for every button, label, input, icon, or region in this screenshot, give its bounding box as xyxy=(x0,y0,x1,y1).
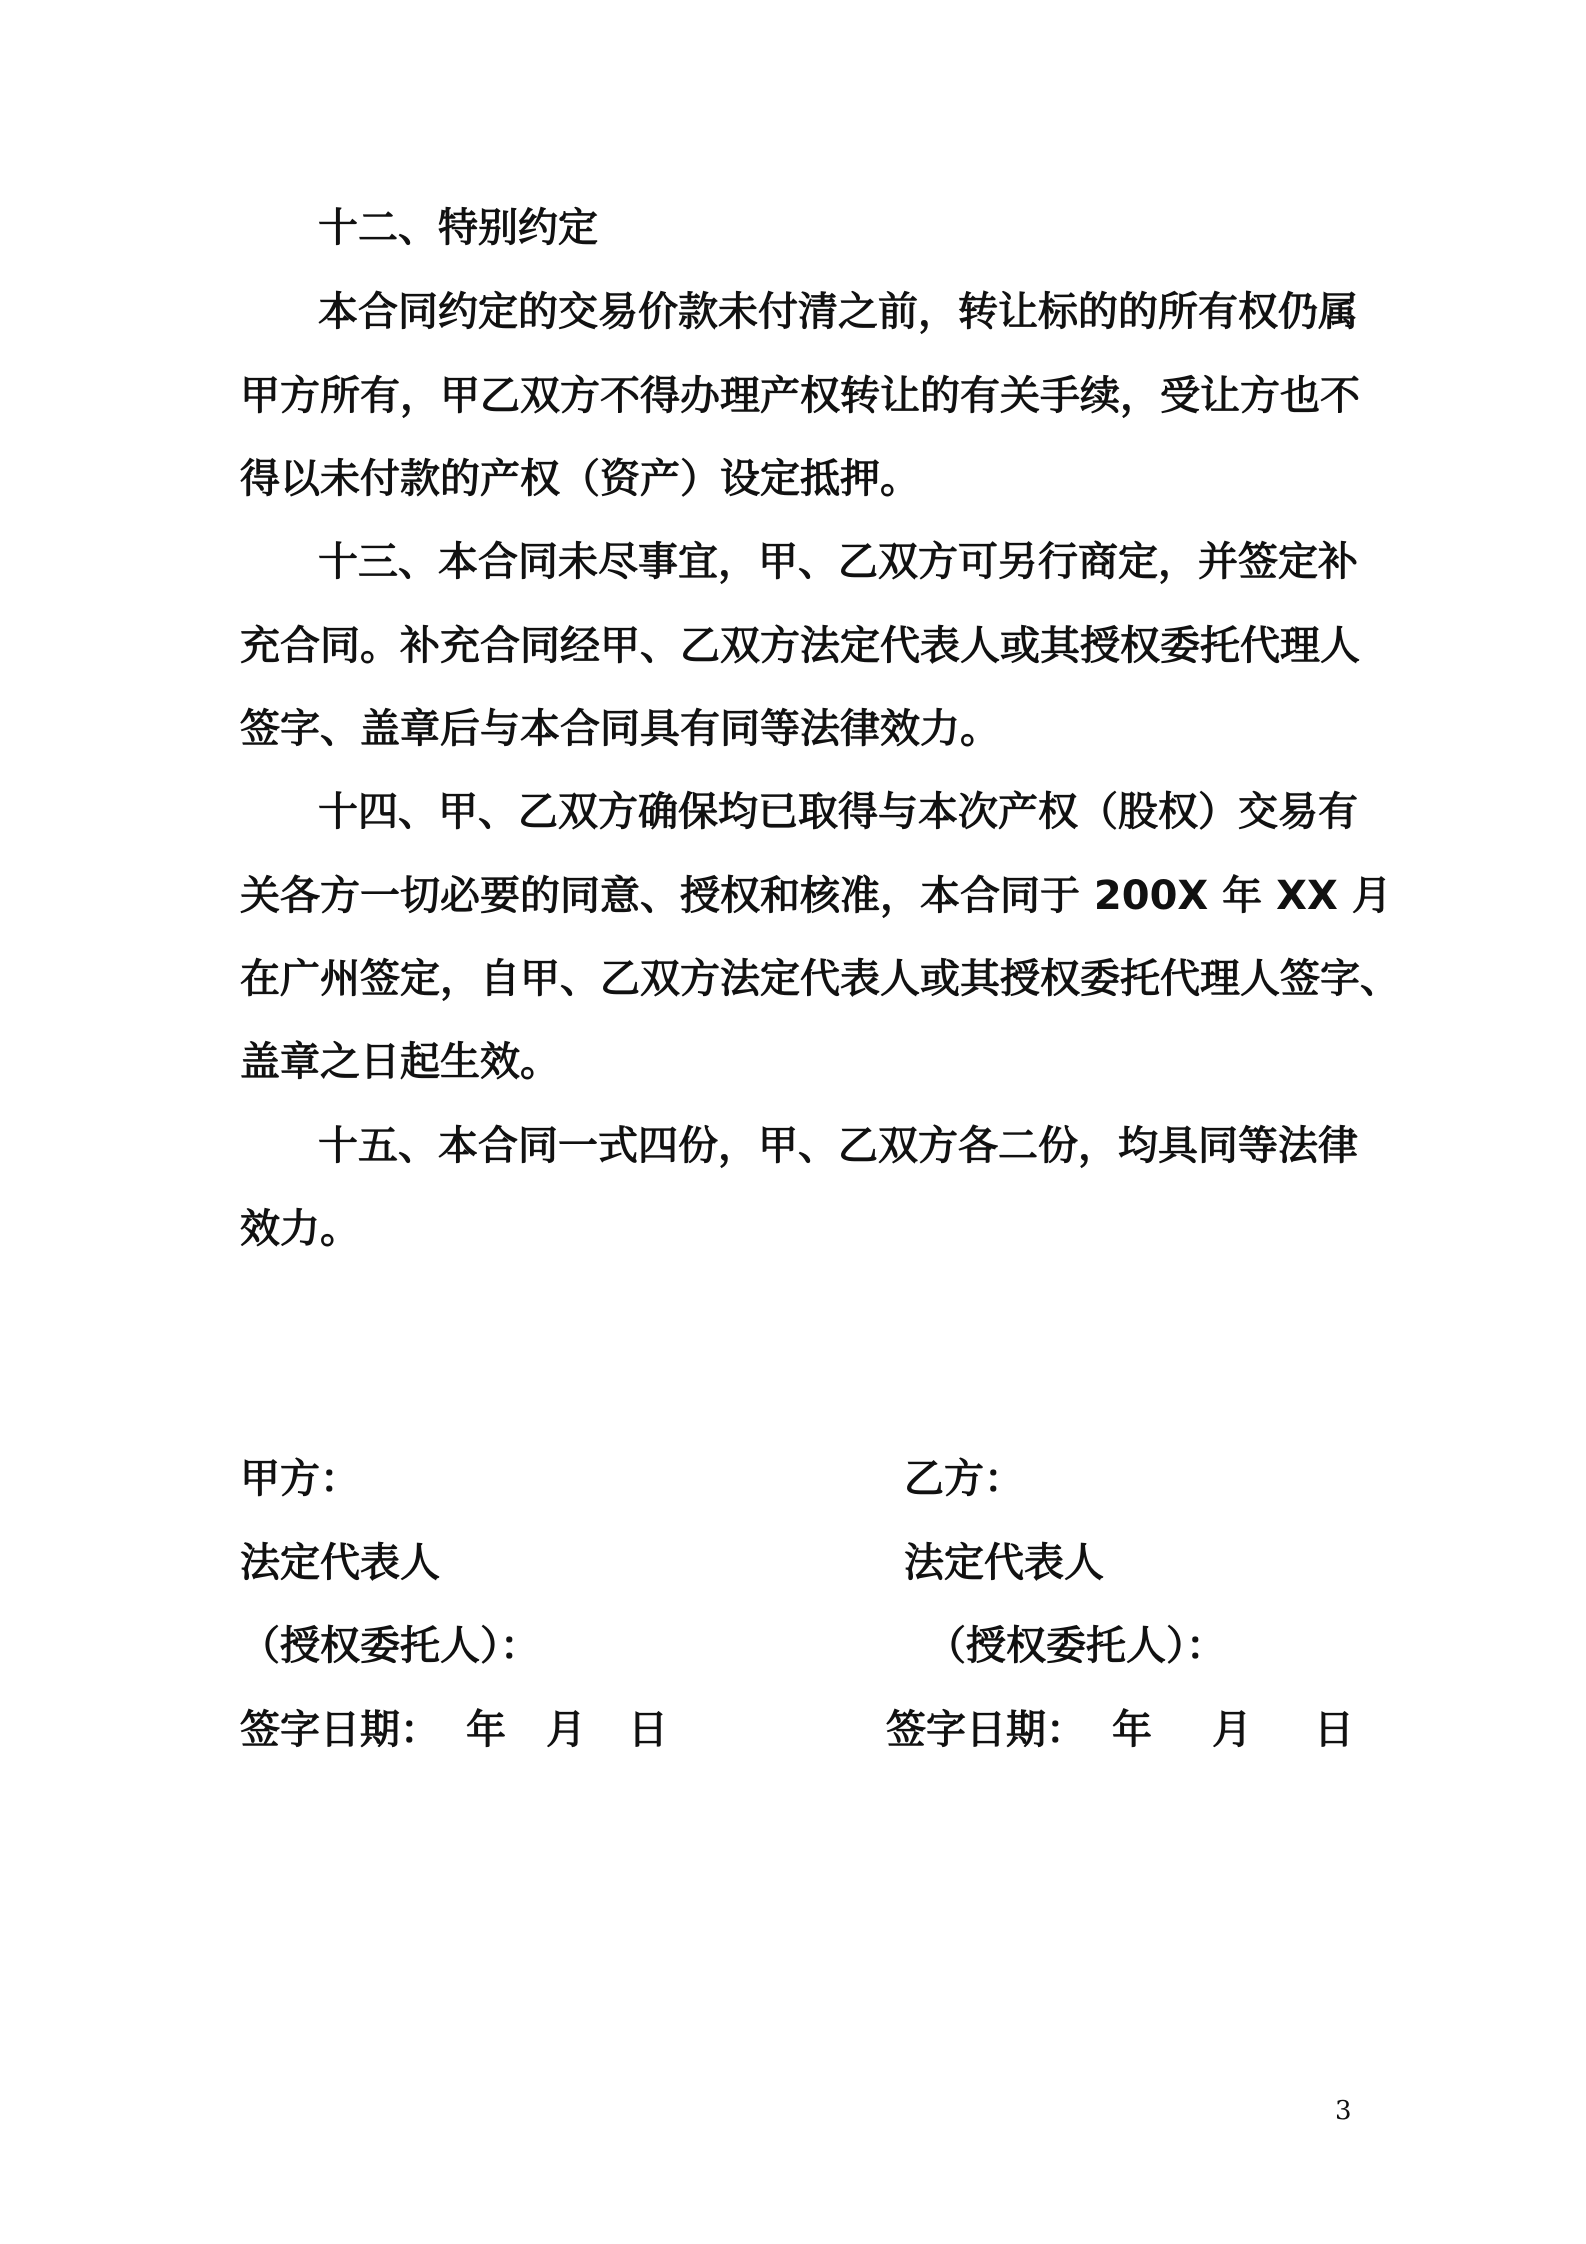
page-number: 3 xyxy=(1335,2096,1352,2126)
party-a-agent: （授权委托人）： xyxy=(240,1623,540,1669)
section-14-line-3: 在广州签定，自甲、乙双方法定代表人或其授权委托代理人签字、 xyxy=(240,956,1400,1002)
party-a-label: 甲方： xyxy=(240,1456,360,1502)
section-13-line-2: 充合同。补充合同经甲、乙双方法定代表人或其授权委托代理人 xyxy=(240,623,1360,669)
section-12-line-1: 本合同约定的交易价款未付清之前，转让标的的所有权仍属 xyxy=(318,289,1358,335)
party-a-day: 日 xyxy=(628,1707,668,1753)
section-15-line-2: 效力。 xyxy=(240,1206,360,1252)
section-12-line-3: 得以未付款的产权（资产）设定抵押。 xyxy=(240,456,920,502)
section-14-line-4: 盖章之日起生效。 xyxy=(240,1039,560,1085)
section-12-heading: 十二、特别约定 xyxy=(318,205,598,251)
party-b-label: 乙方： xyxy=(904,1456,1024,1502)
party-b-year: 年 xyxy=(1112,1707,1152,1753)
party-b-day: 日 xyxy=(1314,1707,1354,1753)
section-14-line-1: 十四、甲、乙双方确保均已取得与本次产权（股权）交易有 xyxy=(318,789,1358,835)
party-b-rep: 法定代表人 xyxy=(904,1540,1104,1586)
party-a-date-label: 签字日期： xyxy=(240,1707,440,1753)
party-b-agent: （授权委托人）： xyxy=(926,1623,1226,1669)
party-a-year: 年 xyxy=(466,1707,506,1753)
section-14-line-2: 关各方一切必要的同意、授权和核准，本合同于 200X 年 XX 月 xyxy=(240,873,1392,919)
party-a-month: 月 xyxy=(546,1707,586,1753)
section-13-line-3: 签字、盖章后与本合同具有同等法律效力。 xyxy=(240,706,1000,752)
party-b-month: 月 xyxy=(1212,1707,1252,1753)
section-13-line-1: 十三、本合同未尽事宜，甲、乙双方可另行商定，并签定补 xyxy=(318,539,1358,585)
party-a-rep: 法定代表人 xyxy=(240,1540,440,1586)
party-b-date-label: 签字日期： xyxy=(886,1707,1086,1753)
section-12-line-2: 甲方所有，甲乙双方不得办理产权转让的有关手续，受让方也不 xyxy=(240,373,1360,419)
section-15-line-1: 十五、本合同一式四份，甲、乙双方各二份，均具同等法律 xyxy=(318,1123,1358,1169)
